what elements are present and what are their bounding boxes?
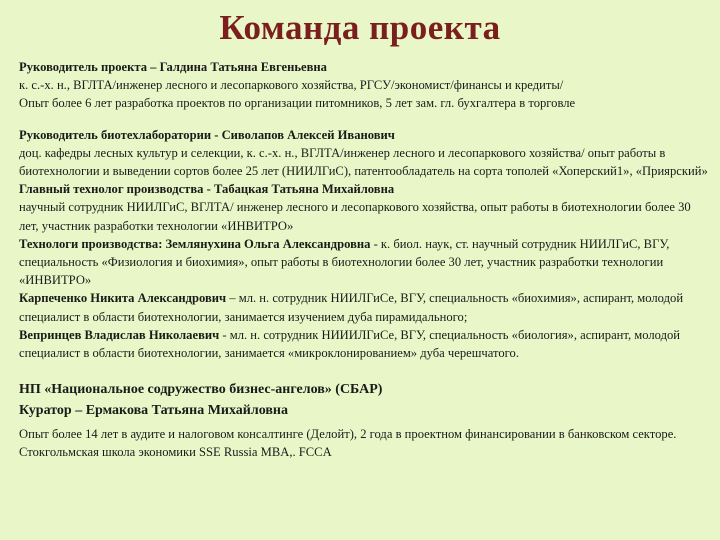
technologist-2-name: Карпеченко Никита Александрович: [19, 291, 227, 306]
partner-org-heading: НП «Национальное содружество бизнес-ангелов» (СБАР): [19, 382, 383, 398]
technologist-2: [19, 289, 709, 325]
project-lead-experience: Опыт более 6 лет разработка проектов по организации питомников, 5 лет зам. гл. бухгалтера в торговле: [19, 96, 576, 111]
page-title: Команда проекта: [219, 8, 501, 47]
biolab-lead-heading: Руководитель биотехлаборатории - Сиволапов Алексей Иванович: [19, 127, 395, 142]
curator-desc: Опыт более 14 лет в аудите и налоговом консалтинге (Делойт), 2 года в проектном финансировании в банковском секторе. Стокгольмская школа экономики SSE Russia MBA,. FCCA: [19, 427, 677, 460]
project-lead-education: к. с.-х. н., ВГЛТА/инженер лесного и лесопаркового хозяйства, РГСУ/экономист/финансы и кредиты/: [19, 78, 564, 93]
technologist-3: [19, 326, 709, 362]
chief-technologist-heading: Главный технолог производства - Табацкая Татьяна Михайловна: [19, 182, 395, 197]
curator-heading: Куратор – Ермакова Татьяна Михайловна: [19, 403, 288, 419]
technologist-1-desc: - к. биол. наук, ст. научный сотрудник НИИЛГиС, ВГУ, специальность «Физиология и биохимия», опыт работы в биотехнологии более 30 лет, участник разработки технологии «ИНВИТРО»: [19, 236, 670, 288]
technologist-1-name: Технологи производства: Землянухина Ольга Александровна: [19, 236, 371, 251]
technologist-3-desc: - мл. н. сотрудник НИИИЛГиСе, ВГУ, специальность «биология», аспирант, молодой специалист в области биотехнологии, занимается «микроклонированием» дуба черешчатого.: [19, 327, 681, 361]
chief-technologist-desc: научный сотрудник НИИЛГиС, ВГЛТА/ инженер лесного и лесопаркового хозяйства, опыт работы в биотехнологии более 30 лет, участник разработки технологии «ИНВИТРО»: [19, 200, 691, 233]
technologist-1: [19, 235, 709, 290]
team-content: [19, 58, 709, 462]
technologist-2-desc: – мл. н. сотрудник НИИЛГиСе, ВГУ, специальность «биохимия», аспирант, молодой специалист в области биотехнологии, занимается изучением дуба пирамидального;: [19, 291, 684, 324]
project-lead-heading: Руководитель проекта – Галдина Татьяна Евгеньевна: [19, 60, 327, 74]
biolab-lead-desc: доц. кафедры лесных культур и селекции, к. с.-х. н., ВГЛТА/инженер лесного и лесопаркового хозяйства/ опыт работы в биотехнологии и выведении сортов более 25 лет (НИИЛГиС), патентообладатель на сорта тополей «Хоперский1», «Приярский»: [19, 145, 708, 179]
technologist-3-name: Вепринцев Владислав Николаевич: [19, 327, 220, 342]
